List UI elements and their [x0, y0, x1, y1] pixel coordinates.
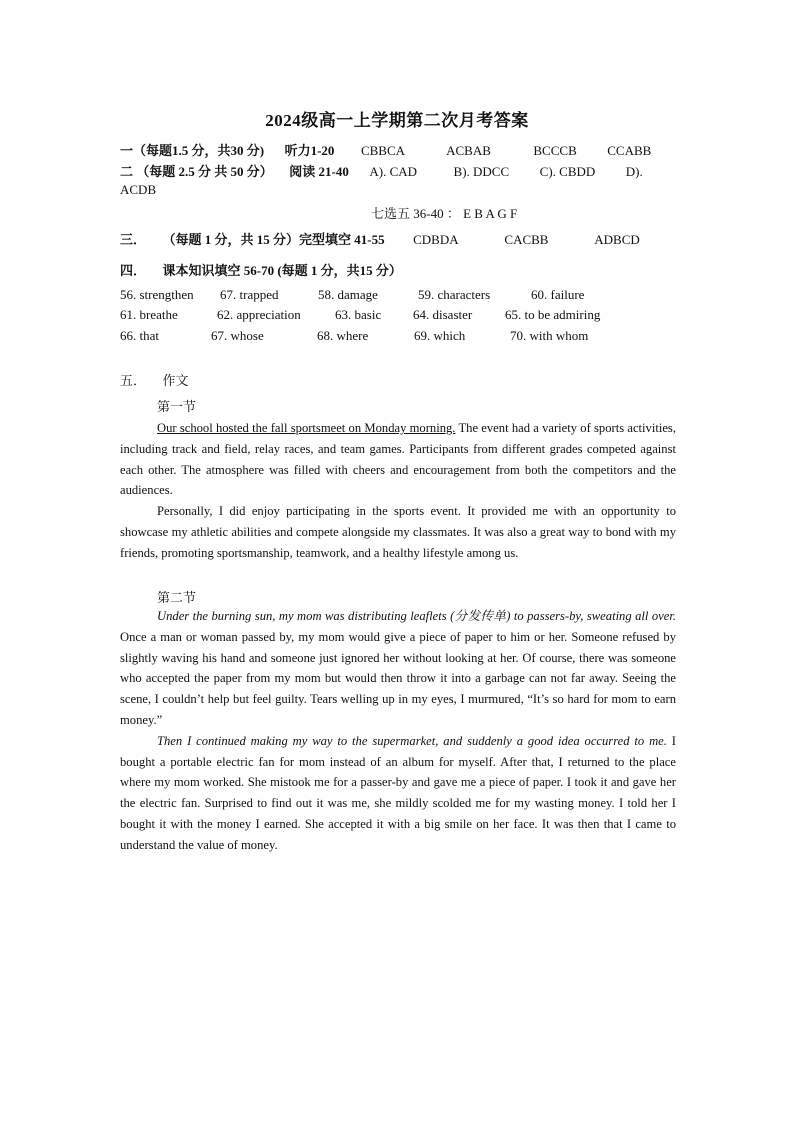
- essay-paragraph: [120, 606, 676, 731]
- paragraph-text: I bought a portable electric fan for mom instead of an album for myself. After that, I returned to the place where my mom worked. She mistook me for a passer-by and gave me a piece of paper. I took it and gave her the electric fan. Surprised to find out it was me, she mildly scolded me for my wasting money. I told her I bought it with the money I earned. She accepted it with a big smile on her face. It was then that I came to understand the value of money.: [120, 733, 676, 852]
- textbook-fill-label: 课本知识填空 56-70 (每题 1 分，共15 分）: [162, 263, 402, 278]
- section-2-line: [120, 161, 676, 180]
- fill-answer: 60. failure: [531, 287, 585, 302]
- listening-label: 听力1-20: [284, 143, 335, 158]
- page-title: 2024级高一上学期第二次月考答案: [265, 111, 529, 130]
- fill-answer: 59. characters: [418, 287, 491, 302]
- section-5-line: [120, 370, 189, 389]
- section-3-line: [120, 229, 640, 248]
- fill-answer: 66. that: [120, 328, 159, 343]
- answer-group: CBBCA: [360, 143, 405, 158]
- essay-paragraph: [120, 418, 676, 501]
- essay-paragraph: Personally, I did enjoy participating in the sports event. It provided me with an opportunity to showcase my athletic abilities and compete alongside my classmates. It was also a great way to bond with my friends, promoting sportsmanship, teamwork, and a healthy lifestyle among us.: [120, 504, 676, 560]
- seven-choose-five-answers: 七选五 36-40 ： E B A G F: [371, 206, 518, 221]
- answer-group: C). CBDD: [539, 164, 596, 179]
- answer-group: CACBB: [504, 232, 549, 247]
- part-2-essay: [120, 606, 676, 856]
- part-2-heading: 第二节: [157, 590, 197, 605]
- continuation-sentence: Our school hosted the fall sportsmeet on Monday morning.: [157, 421, 456, 435]
- fill-answer: 68. where: [317, 328, 369, 343]
- paragraph-text: The event had a variety of sports activities, including track and field, relay races, and team games. Participants from different grades competed against each other. The atmosphere was filled with cheers and encouragement from both the competitors and the audiences.: [120, 421, 676, 498]
- fill-answer: 62. appreciation: [217, 307, 301, 322]
- answer-group: A). CAD: [369, 164, 418, 179]
- answer-group: CDBDA: [413, 232, 458, 247]
- fill-answer: 67. whose: [211, 328, 264, 343]
- section-1-label: 一（每题1.5 分，共30 分): [120, 143, 265, 158]
- fill-answer: 64. disaster: [413, 307, 473, 322]
- answer-group: CCABB: [607, 143, 652, 158]
- fill-answer: 56. strengthen: [120, 287, 194, 302]
- section-4-line: [120, 260, 402, 279]
- fill-answer: 63. basic: [335, 307, 382, 322]
- section-2-label: 二 （每题 2.5 分 共 50 分）: [120, 164, 273, 179]
- paragraph-text: Once a man or woman passed by, my mom would give a piece of paper to him or her. Someone refused by slightly waving his hand and someone just ignored her without looking at her. Of course, there was someone who accepted the paper from my mom but would then throw it into a garbage can not far away. Seeing the scene, I couldn’t help but feel guilty. Tears welling up in my eyes, I murmured, “It’s so hard for mom to earn money.”: [120, 629, 676, 727]
- section-4-number: 四．: [120, 263, 147, 278]
- fill-answer: 67. trapped: [220, 287, 279, 302]
- given-sentence: Under the burning sun, my mom was distributing leaflets (分发传单) to passers-by, sweating all over.: [157, 609, 676, 623]
- section-3-number: 三．: [120, 232, 147, 247]
- answer-group: ACBAB: [446, 143, 491, 158]
- fill-answer: 61. breathe: [120, 307, 178, 322]
- writing-label: 作文: [162, 373, 189, 388]
- section-2-continued: ACDB: [120, 182, 157, 197]
- fill-answer: 58. damage: [318, 287, 378, 302]
- given-sentence: Then I continued making my way to the supermarket, and suddenly a good idea occurred to me.: [157, 733, 667, 748]
- part-1-essay: [120, 418, 676, 564]
- cloze-label: （每题 1 分，共 15 分）完型填空 41-55: [162, 232, 385, 247]
- answer-group: B). DDCC: [453, 164, 510, 179]
- essay-paragraph: [120, 731, 676, 856]
- part-1-heading: 第一节: [157, 399, 197, 414]
- fill-answer: 69. which: [414, 328, 466, 343]
- fill-answer: 65. to be admiring: [505, 307, 601, 322]
- fill-answer: 70. with whom: [510, 328, 589, 343]
- answer-group: ADBCD: [594, 232, 640, 247]
- section-1-line: [120, 140, 651, 159]
- reading-label: 阅读 21-40: [289, 164, 349, 179]
- answer-group: BCCCB: [533, 143, 577, 158]
- answer-group: D).: [625, 164, 643, 179]
- section-5-number: 五．: [120, 373, 147, 388]
